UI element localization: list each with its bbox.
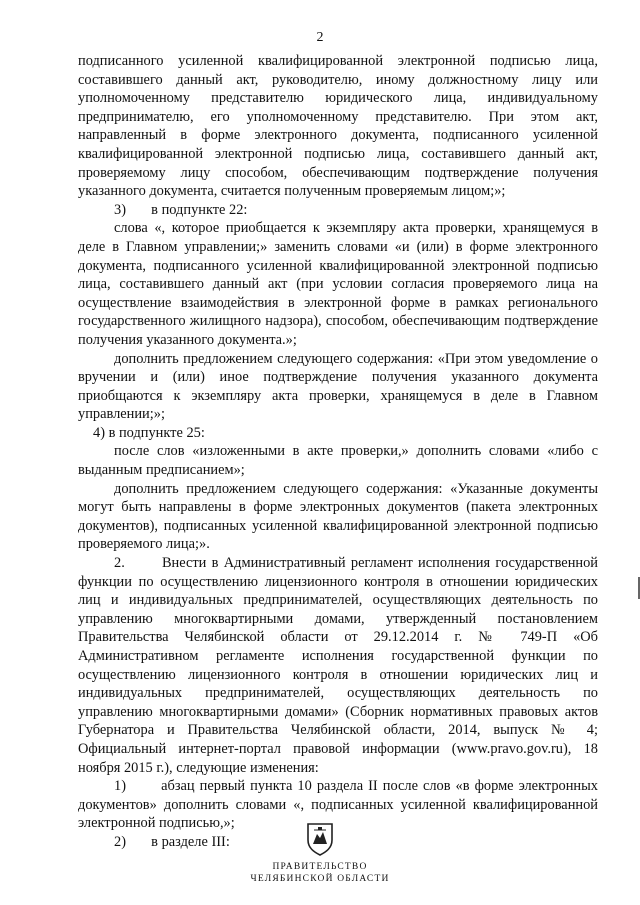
document-body — [78, 52, 598, 852]
paragraph: 2. Внести в Административный регламент исполнения государственной функции по осуществлению лицензионного контроля в отношении юридических лиц и индивидуальных предпринимателей, осуществляющих деятельность по управлению многоквартирными домами, утвержденный постановлением Правительства Челябинской области от 29.12.2014 г. № 749-П «Об Административном регламенте исполнения государственной функции по осуществлению лицензионного контроля в отношении юридических лиц и индивидуальных предпринимателей, осуществляющих деятельность по управлению многоквартирными домами» (Сборник нормативных правовых актов Губернатора и Правительства Челябинской области, 2014, выпуск № 4; Официальный интернет-портал правовой информации (www.pravo.gov.ru), 18 ноября 2015 г.), следующие изменения: — [78, 555, 598, 776]
issuer-line-1: ПРАВИТЕЛЬСТВО — [272, 862, 368, 872]
paragraph: 2) в разделе III: — [114, 833, 230, 850]
page-number: 2 — [316, 30, 324, 45]
paragraph: дополнить предложением следующего содержания: «Указанные документы могут быть направлены в форме электронных документов (пакета электронных документов), подписанных усиленной квалифицированной электронной подписью проверяемого лица;». — [78, 480, 598, 553]
paragraph: после слов «изложенными в акте проверки,» дополнить словами «либо с выданным предписанием»; — [78, 443, 598, 479]
paragraph: 4) в подпункте 25: — [93, 424, 205, 441]
paragraph: подписанного усиленной квалифицированной электронной подписью лица, составившего данный акт, руководителю, иному должностному лицу или уполномоченному представителю юридического лица, индивидуальному предпринимателю, его уполномоченному представителю. При этом акт, направленный в форме электронного документа, подписанного усиленной квалифицированной электронной подписью лица, составившего данный акт, проверяемому лицу способом, обеспечивающим подтверждение получения указанного документа, считается полученным проверяемым лицом;»; — [78, 53, 598, 200]
issuer-line-2: ЧЕЛЯБИНСКОЙ ОБЛАСТИ — [250, 874, 390, 884]
footer — [0, 822, 640, 885]
paragraph: слова «, которое приобщается к экземпляру акта проверки, хранящемуся в деле в Главном управлении;» заменить словами «и (или) в форме электронного документа, подписанного усиленной квалифицированной электронной подписью лица, составившего данный акт (при условии согласия проверяемого лица на осуществление взаимодействия в электронной форме в рамках регионального государственного жилищного надзора), способом, обеспечивающим подтверждение получения указанного документа.»; — [78, 220, 598, 348]
paragraph: 1) абзац первый пункта 10 раздела II после слов «в форме электронных документов» дополнить словами «, подписанных усиленной квалифицированной электронной подписью,»; — [78, 778, 598, 832]
coat-of-arms-icon — [305, 822, 335, 856]
paragraph: 3) в подпункте 22: — [114, 201, 248, 218]
paragraph: дополнить предложением следующего содержания: «При этом уведомление о вручении и (или) иное подтверждение получения указанного документа приобщаются к экземпляру акта проверки, хранящемуся в деле в Главном управлении;»; — [78, 350, 598, 423]
